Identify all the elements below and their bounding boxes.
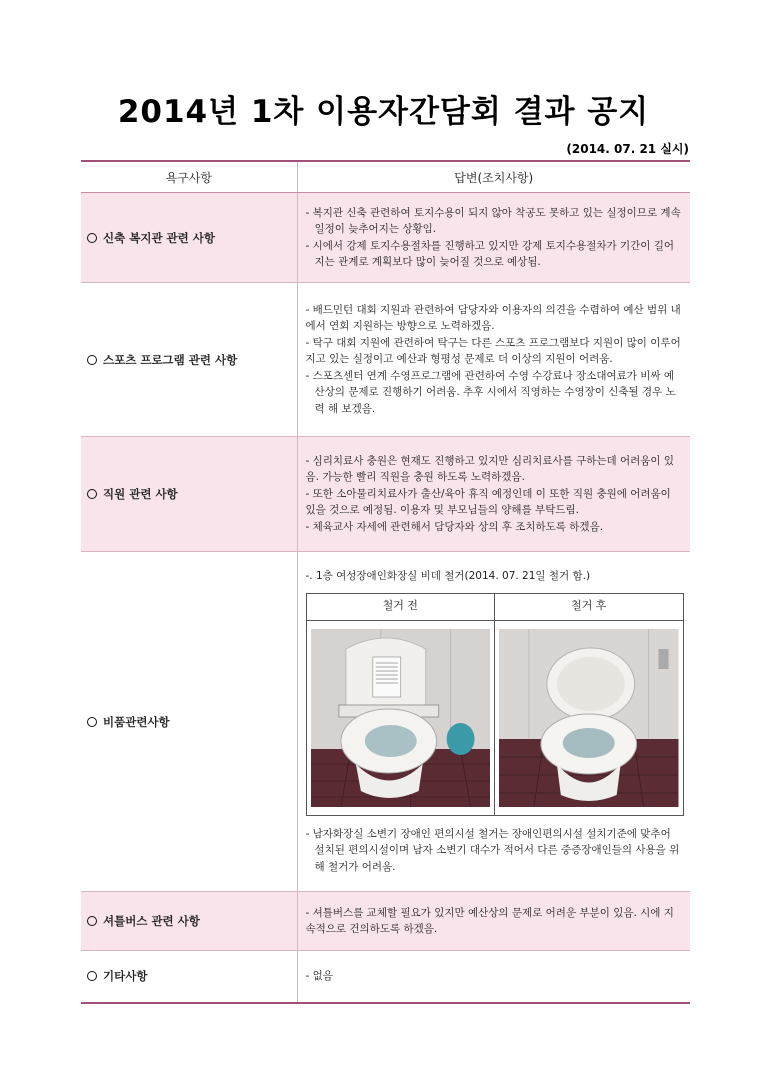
request-label: 스포츠 프로그램 관련 사항 — [103, 352, 238, 367]
answer-cell — [297, 552, 690, 892]
request-cell — [81, 552, 297, 892]
answer-cell — [297, 283, 690, 437]
table-row — [81, 193, 690, 283]
answer-item: - 없음 — [305, 970, 333, 982]
photo-table — [306, 593, 684, 816]
answer-item: - 배드민턴 대회 지원과 관련하여 담당자와 이용자의 의견을 수렴하여 예산 범위 내에서 연회 지원하는 방향으로 노력하겠음. — [305, 303, 681, 333]
table-row — [81, 892, 690, 951]
answer-cell — [297, 951, 690, 1003]
meeting-date: (2014. 07. 21 실시) — [566, 142, 689, 156]
toilet-after-removal-photo — [499, 629, 679, 807]
page-title: 2014년 1차 이용자간담회 결과 공지 — [117, 94, 650, 130]
answer-cell — [297, 892, 690, 951]
answer-item: - 남자화장실 소변기 장애인 편의시설 철거는 장애인편의시설 설치기준에 맞추어 설치된 편의시설이며 남자 소변기 대수가 적어서 다른 중증장애인들의 사용을 위해 철거가 어려움. — [305, 827, 680, 873]
table-row — [81, 951, 690, 1003]
request-label: 직원 관련 사항 — [103, 487, 178, 501]
answer-item: - 복지관 신축 관련하여 토지수용이 되지 않아 착공도 못하고 있는 실정이므로 계속 일정이 늦추어지는 상황임. — [305, 206, 681, 235]
request-label: 셔틀버스 관련 사항 — [103, 914, 200, 928]
circle-bullet-icon — [87, 233, 97, 243]
request-label: 비품관련사항 — [103, 714, 170, 729]
request-cell — [81, 193, 297, 283]
answer-cell — [297, 193, 690, 283]
answer-item: - 체육교사 자세에 관련해서 담당자와 상의 후 조치하도록 하겠음. — [305, 520, 604, 533]
table-row — [81, 552, 690, 892]
request-cell — [81, 951, 297, 1003]
circle-bullet-icon — [87, 916, 97, 926]
results-table — [81, 160, 690, 1004]
header-request: 욕구사항 — [81, 161, 297, 193]
answer-item: - 탁구 대회 지원에 관련하여 탁구는 다른 스포츠 프로그램보다 지원이 많이 이루어지고 있는 실정이고 예산과 형평성 문제로 더 이상의 지원이 어려움. — [305, 336, 681, 366]
table-row — [81, 437, 690, 552]
header-answer: 답변(조치사항) — [297, 161, 690, 193]
request-label: 기타사항 — [103, 969, 148, 984]
table-row — [81, 283, 690, 437]
photo-after-label: 철거 후 — [495, 593, 684, 620]
answer-item: - 시에서 강제 토지수용절차를 진행하고 있지만 강제 토지수용절차가 기간이 길어지는 관계로 계획보다 많이 늦어질 것으로 예상됨. — [305, 239, 675, 268]
request-cell — [81, 283, 297, 437]
request-label: 신축 복지관 관련 사항 — [103, 230, 215, 245]
circle-bullet-icon — [87, 717, 97, 727]
request-cell — [81, 437, 297, 552]
photo-before-label: 철거 전 — [306, 593, 495, 620]
circle-bullet-icon — [87, 971, 97, 981]
answer-item: - 또한 소아물리치료사가 출산/육아 휴직 예정인데 이 또한 직원 충원에 어려움이 있을 것으로 예정됨. 이용자 및 부모님들의 양해를 부탁드림. — [305, 487, 671, 517]
answer-item: - 스포츠센터 연계 수영프로그램에 관련하여 수영 수강료나 장소대여료가 비싸 예산상의 문제로 진행하기 어려움. 추후 시에서 직영하는 수영장이 신축될 경우 노력 해 보겠음. — [305, 369, 676, 415]
answer-item: - 심리치료사 충원은 현재도 진행하고 있지만 심리치료사를 구하는데 어려움이 있음. 가능한 빨리 직원을 충원 하도록 노력하겠음. — [305, 454, 675, 484]
table-header — [81, 161, 690, 193]
request-cell — [81, 892, 297, 951]
answer-intro: -. 1층 여성장애인화장실 비데 철거(2014. 07. 21일 철거 함.) — [305, 570, 591, 582]
answer-cell — [297, 437, 690, 552]
circle-bullet-icon — [87, 355, 97, 365]
toilet-with-bidet-photo — [311, 629, 491, 807]
answer-item: - 셔틀버스를 교체할 필요가 있지만 예산상의 문제로 어려운 부분이 있음. 시에 지속적으로 건의하도록 하겠음. — [305, 906, 674, 935]
circle-bullet-icon — [87, 489, 97, 499]
